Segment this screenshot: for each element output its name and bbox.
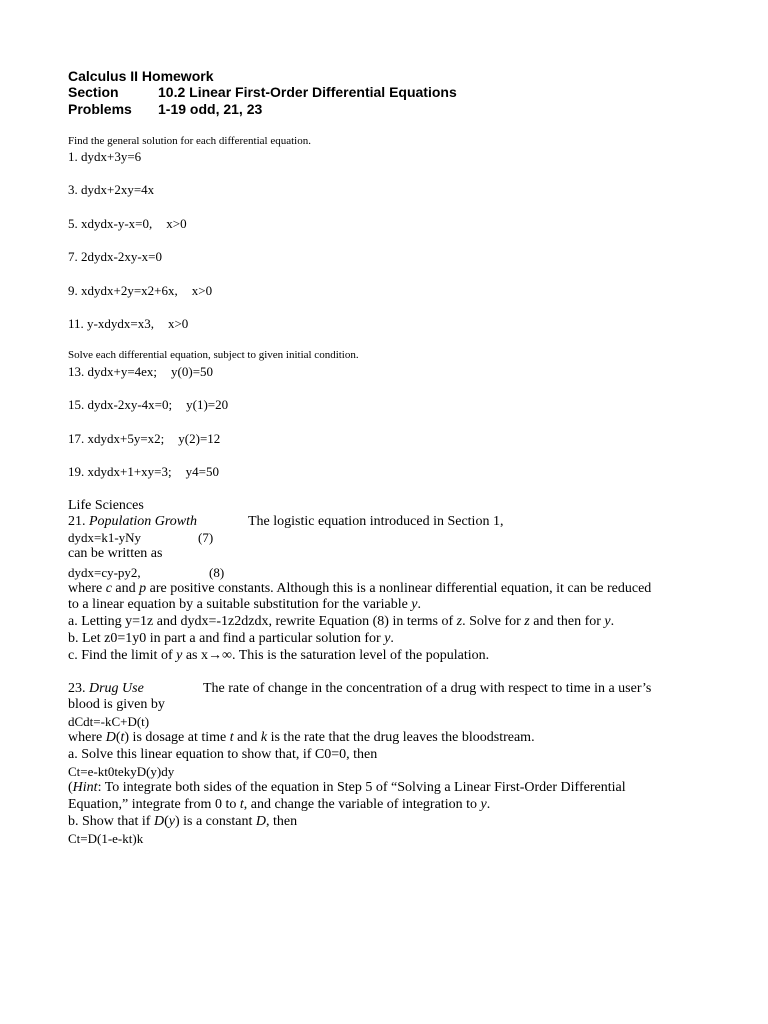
document-title: Calculus II Homework bbox=[68, 68, 214, 84]
problems-value: 1-19 odd, 21, 23 bbox=[158, 101, 263, 117]
problems-label: Problems bbox=[68, 101, 132, 117]
problem-23-where: where D(t) is dosage at time t and k is the rate that the drug leaves the bloodstream. bbox=[68, 730, 535, 745]
problem-7: 7. 2dydx-2xy-x=0 bbox=[68, 249, 162, 264]
equation-ct-constant: Ct=D(1-e-kt)k bbox=[68, 831, 144, 846]
section-value: 10.2 Linear First-Order Differential Equations bbox=[158, 84, 457, 100]
section-label: Section bbox=[68, 84, 119, 100]
life-sciences-heading: Life Sciences bbox=[68, 498, 144, 513]
equation-ct: Ct=e-kt0tekyD(y)dy bbox=[68, 764, 175, 779]
problem-21-where-line1: where c and p are positive constants. Although this is a nonlinear differential equation, it can be reduced bbox=[68, 581, 652, 596]
problem-23-intro: The rate of change in the concentration of a drug with respect to time in a user’s bbox=[203, 681, 652, 696]
problem-17: 17. xdydx+5y=x2; y(2)=12 bbox=[68, 431, 221, 446]
part2-instruction: Solve each differential equation, subject to given initial condition. bbox=[68, 349, 359, 361]
problem-15: 15. dydx-2xy-4x=0; y(1)=20 bbox=[68, 397, 229, 412]
equation-dcdt: dCdt=-kC+D(t) bbox=[68, 714, 150, 729]
problem-13: 13. dydx+y=4ex; y(0)=50 bbox=[68, 364, 214, 379]
problem-23-heading: 23. Drug Use bbox=[68, 681, 144, 696]
equation-8-tag: (8) bbox=[209, 565, 225, 580]
problem-11: 11. y-xdydx=x3, x>0 bbox=[68, 316, 189, 331]
problem-1: 1. dydx+3y=6 bbox=[68, 149, 142, 164]
equation-8: dydx=cy-py2, bbox=[68, 565, 141, 580]
problem-23-part-a: a. Solve this linear equation to show that, if C0=0, then bbox=[68, 747, 378, 762]
problem-23-part-b: b. Show that if D(y) is a constant D, then bbox=[68, 814, 298, 829]
equation-7-tag: (7) bbox=[198, 530, 214, 545]
problem-23-hint-line1: (Hint: To integrate both sides of the equation in Step 5 of “Solving a Linear First-Order Differential bbox=[68, 780, 626, 795]
equation-7: dydx=k1-yNy bbox=[68, 530, 142, 545]
problem-21-intro: The logistic equation introduced in Section 1, bbox=[248, 514, 504, 529]
problem-21-part-a: a. Letting y=1z and dydx=-1z2dzdx, rewrite Equation (8) in terms of z. Solve for z and then for y. bbox=[68, 614, 615, 629]
part1-instruction: Find the general solution for each differential equation. bbox=[68, 135, 311, 147]
problem-23-hint-line2: Equation,” integrate from 0 to t, and change the variable of integration to y. bbox=[68, 797, 491, 812]
problem-23-intro-line2: blood is given by bbox=[68, 697, 165, 712]
problem-21-where-line2: to a linear equation by a suitable substitution for the variable y. bbox=[68, 597, 422, 612]
problem-21-part-b: b. Let z0=1y0 in part a and find a particular solution for y. bbox=[68, 631, 394, 646]
problem-19: 19. xdydx+1+xy=3; y4=50 bbox=[68, 464, 219, 479]
problem-21-part-c: c. Find the limit of y as x→∞. This is the saturation level of the population. bbox=[68, 648, 490, 663]
problem-5: 5. xdydx-y-x=0, x>0 bbox=[68, 216, 187, 231]
problem-21-heading: 21. Population Growth bbox=[68, 514, 197, 529]
problem-3: 3. dydx+2xy=4x bbox=[68, 182, 155, 197]
problem-9: 9. xdydx+2y=x2+6x, x>0 bbox=[68, 283, 213, 298]
can-be-written: can be written as bbox=[68, 546, 163, 561]
